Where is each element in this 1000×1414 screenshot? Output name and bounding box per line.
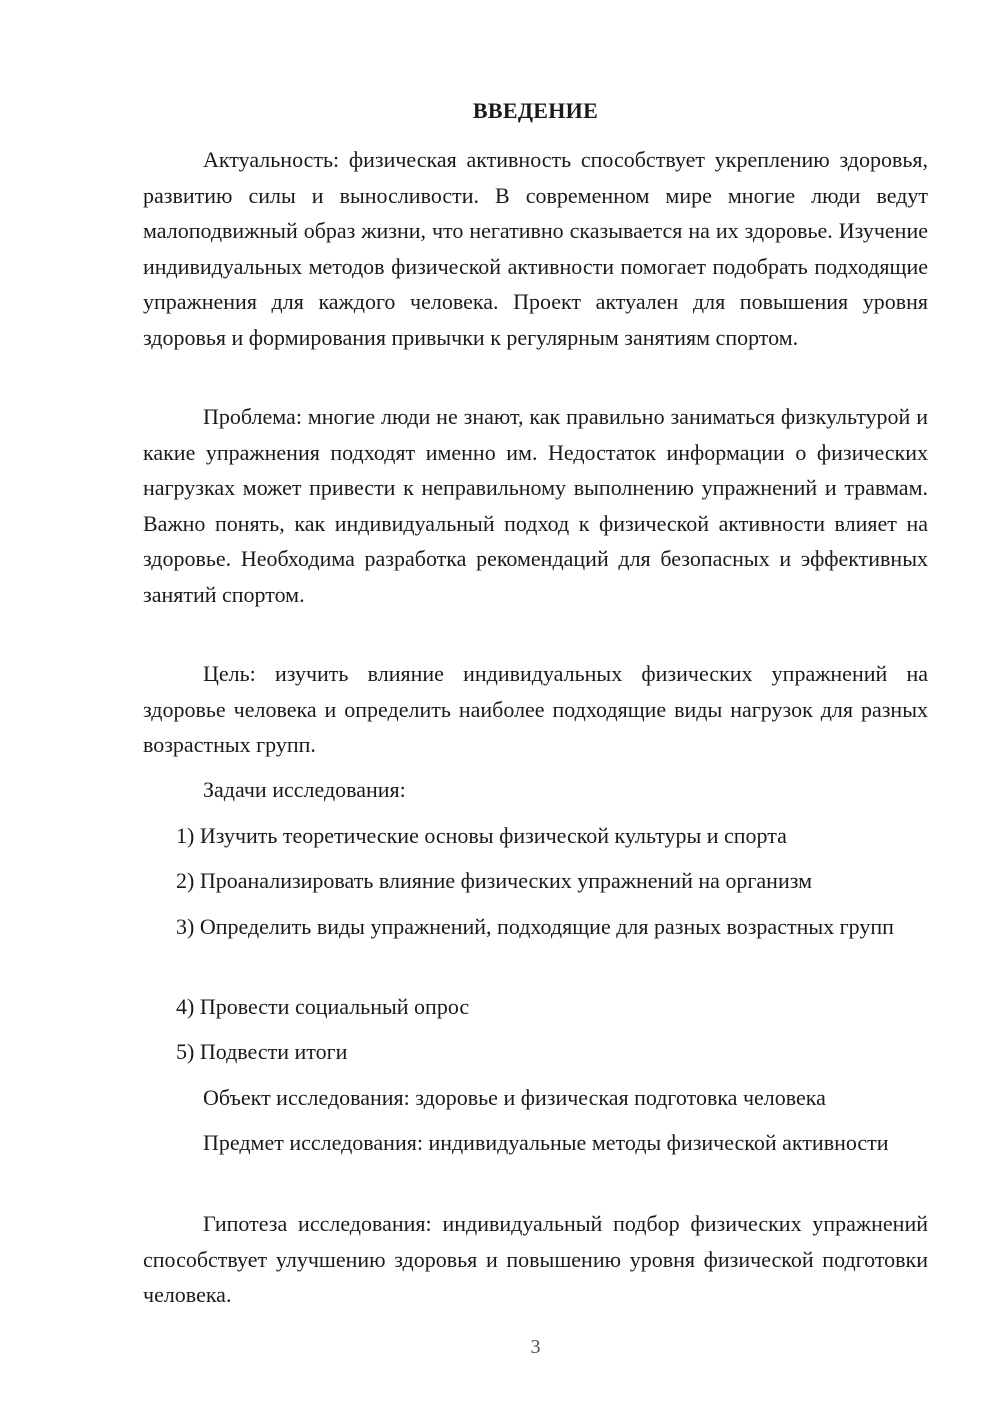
problem-paragraph: Проблема: многие люди не знают, как правильно заниматься физкультурой и какие упражнения подходят именно им. Недостаток информации о физических нагрузках может привести к неправильному выполнению упражнений и травмам. Важно понять, как индивидуальный подход к физической активности влияет на здоровье. Необходима разработка рекомендаций для безопасных и эффективных занятий спортом. [143,404,928,607]
goal-paragraph: Цель: изучить влияние индивидуальных физических упражнений на здоровье человека и определить наиболее подходящие виды нагрузок для разных возрастных групп. [143,661,928,757]
subject-paragraph: Предмет исследования: индивидуальные методы физической активности [203,1130,889,1155]
task-item: 5) Подвести итоги [176,1039,348,1064]
task-item: 3) Определить виды упражнений, подходящие для разных возрастных групп [176,914,894,939]
task-item: 4) Провести социальный опрос [176,994,470,1019]
task-item: 1) Изучить теоретические основы физической культуры и спорта [176,823,787,848]
hypothesis-paragraph: Гипотеза исследования: индивидуальный подбор физических упражнений способствует улучшению здоровья и повышению уровня физической подготовки человека. [143,1211,928,1307]
tasks-heading: Задачи исследования: [203,777,406,802]
page-number: 3 [530,1336,541,1358]
page-title: ВВЕДЕНИЕ [472,98,599,123]
object-paragraph: Объект исследования: здоровье и физическая подготовка человека [203,1085,826,1110]
task-item: 2) Проанализировать влияние физических упражнений на организм [176,868,813,893]
relevance-paragraph: Актуальность: физическая активность способствует укреплению здоровья, развитию силы и выносливости. В современном мире многие люди ведут малоподвижный образ жизни, что негативно сказывается на их здоровье. Изучение индивидуальных методов физической активности помогает подобрать подходящие упражнения для каждого человека. Проект актуален для повышения уровня здоровья и формирования привычки к регулярным занятиям спортом. [143,147,928,350]
document-page [143,0,928,1414]
